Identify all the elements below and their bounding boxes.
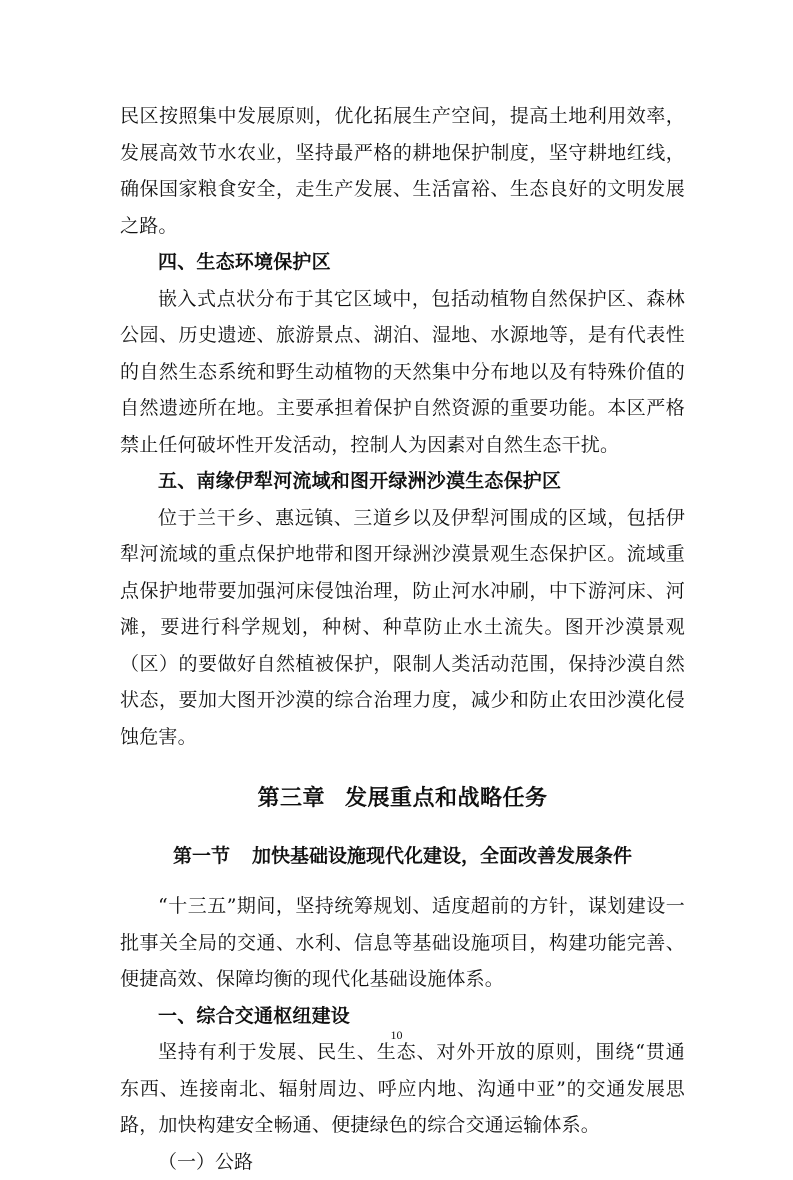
paragraph-farming-zone-continued: 民区按照集中发展原则，优化拓展生产空间，提高土地利用效率，发展高效节水农业，坚持最严格的耕地保护制度，坚守耕地红线，确保国家粮食安全，走生产发展、生活富裕、生态良好的文明发展之路。 [120,98,685,244]
page-number: 10 [0,1028,793,1043]
section-number: 第一节 [173,845,230,867]
paragraph-ecological-protection-zone: 嵌入式点状分布于其它区域中，包括动植物自然保护区、森林公园、历史遗迹、旅游景点、湖泊、湿地、水源地等，是有代表性的自然生态系统和野生动植物的天然集中分布地以及有特殊价值的自然遗迹所在地。主要承担着保护自然资源的重要功能。本区严格禁止任何破坏性开发活动，控制人为因素对自然生态干扰。 [120,281,685,464]
heading-ecological-protection-zone: 四、生态环境保护区 [120,244,685,281]
chapter-number: 第三章 [257,786,325,811]
heading-transport-hub: 一、综合交通枢纽建设 [120,998,685,1035]
chapter-name: 发展重点和战略任务 [345,786,548,811]
section-title [120,838,685,888]
page-content [120,98,685,1180]
paragraph-yili-river-tukai-oasis-zone: 位于兰干乡、惠远镇、三道乡以及伊犁河围成的区域，包括伊犁河流域的重点保护地带和图开绿洲沙漠景观生态保护区。流域重点保护地带要加强河床侵蚀治理，防止河水冲刷，中下游河床、河滩，要进行科学规划，种树、种草防止水土流失。图开沙漠景观（区）的要做好自然植被保护，限制人类活动范围，保持沙漠自然状态，要加大图开沙漠的综合治理力度，减少和防止农田沙漠化侵蚀危害。 [120,500,685,756]
heading-yili-river-tukai-oasis-zone: 五、南缘伊犁河流域和图开绿洲沙漠生态保护区 [120,463,685,500]
section-name: 加快基础设施现代化建设，全面改善发展条件 [252,845,632,867]
paragraph-transport-hub: 坚持有利于发展、民生、生态、对外开放的原则，围绕“贯通东西、连接南北、辐射周边、呼应内地、沟通中亚”的交通发展思路，加快构建安全畅通、便捷绿色的综合交通运输体系。 [120,1034,685,1144]
paragraph-infrastructure-intro: “十三五”期间，坚持统筹规划、适度超前的方针，谋划建设一批事关全局的交通、水利、信息等基础设施项目，构建功能完善、便捷高效、保障均衡的现代化基础设施体系。 [120,888,685,998]
chapter-title [120,755,685,838]
subheading-highway: （一）公路 [120,1144,685,1180]
